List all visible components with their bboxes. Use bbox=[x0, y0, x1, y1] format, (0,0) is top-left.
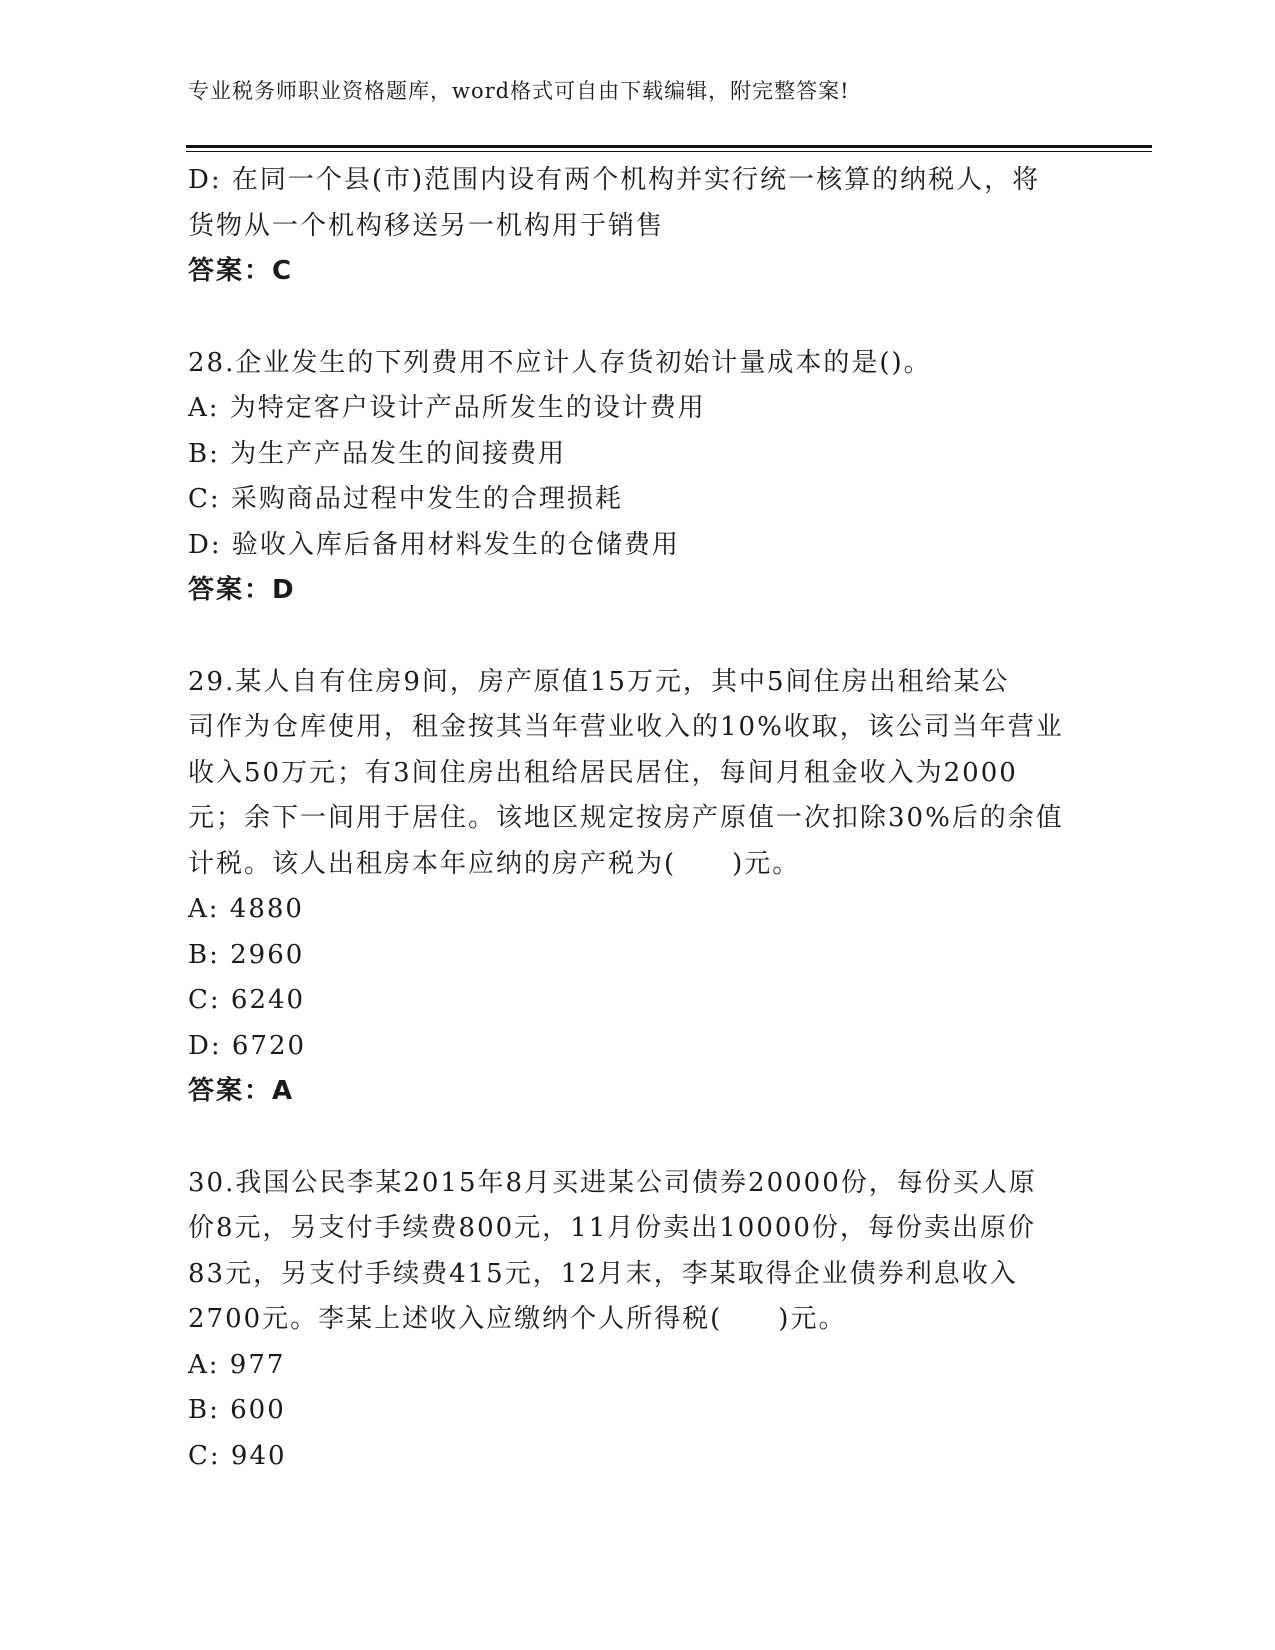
option-a: A: 4880 bbox=[188, 894, 304, 924]
option-a: A: 977 bbox=[188, 1349, 286, 1380]
option-d: D: 6720 bbox=[188, 1030, 307, 1061]
header-rule-thick bbox=[186, 145, 1152, 148]
answer-label: 答案：C bbox=[188, 256, 294, 286]
question-text: 28.企业发生的下列费用不应计人存货初始计量成本的是()。 bbox=[188, 347, 932, 378]
question-text-line-4: 2700元。李某上述收入应缴纳个人所得税( )元。 bbox=[188, 1304, 847, 1334]
option-d: D: 验收入库后备用材料发生的仓储费用 bbox=[188, 529, 680, 560]
option-b: B: 2960 bbox=[188, 939, 305, 970]
option-c: C: 采购商品过程中发生的合理损耗 bbox=[188, 484, 623, 514]
answer-label: 答案：A bbox=[188, 1076, 295, 1106]
question-27-tail bbox=[188, 158, 1088, 295]
page-header: 专业税务师职业资格题库，word格式可自由下载编辑，附完整答案! bbox=[188, 79, 850, 103]
question-29 bbox=[188, 660, 1088, 1115]
question-text-line-2: 司作为仓库使用，租金按其当年营业收入的10%收取，该公司当年营业 bbox=[188, 712, 1064, 742]
answer-label: 答案：D bbox=[188, 575, 296, 605]
question-content bbox=[188, 158, 1088, 1479]
option-b: B: 为生产产品发生的间接费用 bbox=[188, 438, 567, 469]
spacer bbox=[188, 614, 1088, 660]
option-c: C: 940 bbox=[188, 1440, 287, 1471]
question-text-line-5: 计税。该人出租房本年应纳的房产税为( )元。 bbox=[188, 848, 801, 879]
question-text-line-3: 83元，另支付手续费415元，12月末，李某取得企业债券利息收入 bbox=[188, 1258, 1018, 1289]
question-text-line-1: 30.我国公民李某2015年8月买进某公司债券20000份，每份买人原 bbox=[188, 1167, 1037, 1198]
option-d-line-2: 货物从一个机构移送另一机构用于销售 bbox=[188, 210, 665, 241]
spacer bbox=[188, 1115, 1088, 1161]
question-text-line-4: 元；余下一间用于居住。该地区规定按房产原值一次扣除30%后的余值 bbox=[188, 803, 1064, 833]
option-b: B: 600 bbox=[188, 1395, 286, 1425]
header-rule-thin bbox=[186, 151, 1152, 152]
question-text-line-1: 29.某人自有住房9间，房产原值15万元，其中5间住房出租给某公 bbox=[188, 666, 1010, 697]
option-d-line-1: D: 在同一个县(市)范围内设有两个机构并实行统一核算的纳税人，将 bbox=[188, 165, 1041, 195]
question-28 bbox=[188, 341, 1088, 614]
spacer bbox=[188, 295, 1088, 341]
question-text-line-2: 价8元，另支付手续费800元，11月份卖出10000份，每份卖出原价 bbox=[188, 1213, 1036, 1243]
option-c: C: 6240 bbox=[188, 985, 306, 1015]
question-30 bbox=[188, 1161, 1088, 1480]
question-text-line-3: 收入50万元；有3间住房出租给居民居住，每间月租金收入为2000 bbox=[188, 757, 1018, 788]
option-a: A: 为特定客户设计产品所发生的设计费用 bbox=[188, 393, 706, 423]
